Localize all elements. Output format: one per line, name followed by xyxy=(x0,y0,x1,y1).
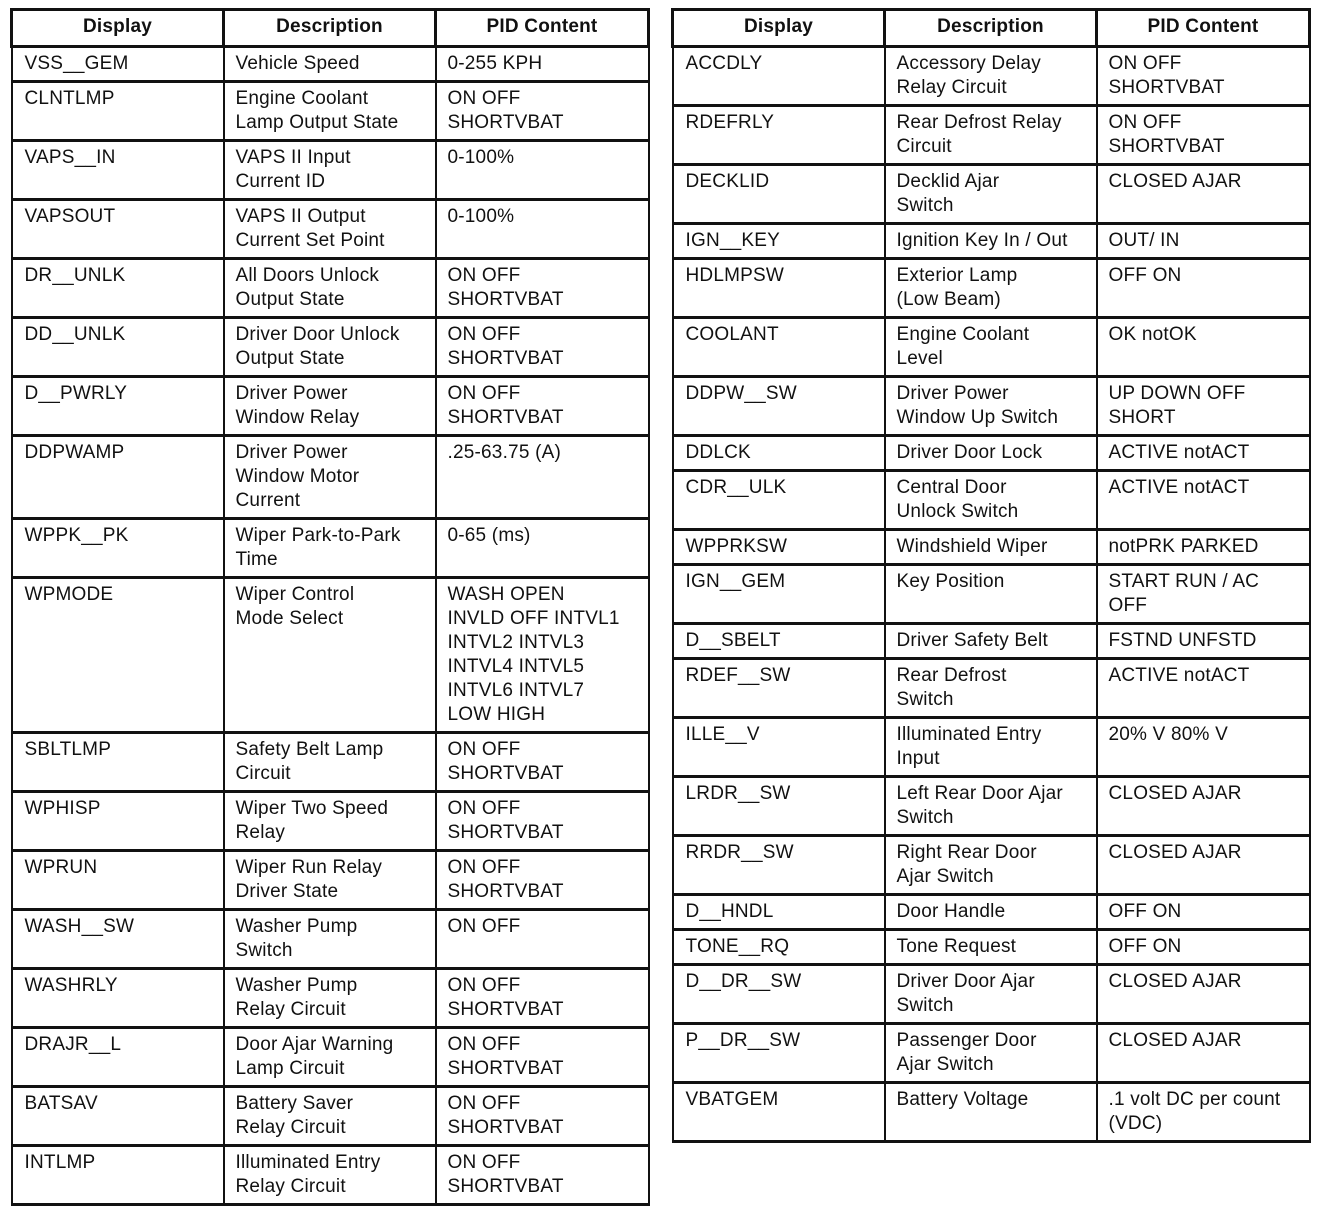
table-row xyxy=(12,969,649,1028)
cell-description: Wiper Control Mode Select xyxy=(224,578,436,733)
cell-description: Decklid Ajar Switch xyxy=(885,165,1097,224)
cell-pid-content: 0-100% xyxy=(436,200,649,259)
cell-pid-content: ON OFF SHORTVBAT xyxy=(436,82,649,141)
cell-pid-content: CLOSED AJAR xyxy=(1097,965,1310,1024)
cell-display: SBLTLMP xyxy=(12,733,224,792)
cell-description: Engine Coolant Level xyxy=(885,318,1097,377)
table-row xyxy=(673,1083,1310,1142)
cell-pid-content: WASH OPEN INVLD OFF INTVL1 INTVL2 INTVL3 INTVL4 INTVL5 INTVL6 INTVL7 LOW HIGH xyxy=(436,578,649,733)
cell-display: VSS__GEM xyxy=(12,47,224,82)
cell-pid-content: UP DOWN OFF SHORT xyxy=(1097,377,1310,436)
table-row xyxy=(673,965,1310,1024)
cell-description: All Doors Unlock Output State xyxy=(224,259,436,318)
cell-display: DR__UNLK xyxy=(12,259,224,318)
cell-description: Passenger Door Ajar Switch xyxy=(885,1024,1097,1083)
cell-display: VAPS__IN xyxy=(12,141,224,200)
cell-display: VBATGEM xyxy=(673,1083,885,1142)
cell-description: Illuminated Entry Input xyxy=(885,718,1097,777)
cell-pid-content: ON OFF SHORTVBAT xyxy=(436,851,649,910)
table-row xyxy=(12,851,649,910)
cell-display: ACCDLY xyxy=(673,47,885,106)
cell-description: Driver Power Window Motor Current xyxy=(224,436,436,519)
cell-display: DD__UNLK xyxy=(12,318,224,377)
cell-pid-content: FSTND UNFSTD xyxy=(1097,624,1310,659)
cell-pid-content: 20% V 80% V xyxy=(1097,718,1310,777)
cell-pid-content: OUT/ IN xyxy=(1097,224,1310,259)
header-pid-content: PID Content xyxy=(436,10,649,47)
cell-description: Driver Door Ajar Switch xyxy=(885,965,1097,1024)
table-row xyxy=(673,259,1310,318)
cell-display: D__PWRLY xyxy=(12,377,224,436)
cell-display: RDEF__SW xyxy=(673,659,885,718)
table-row xyxy=(12,200,649,259)
table-row xyxy=(673,895,1310,930)
cell-display: WASHRLY xyxy=(12,969,224,1028)
cell-pid-content: ACTIVE notACT xyxy=(1097,659,1310,718)
table-header-row xyxy=(673,10,1310,47)
table-row xyxy=(673,1024,1310,1083)
cell-display: D__SBELT xyxy=(673,624,885,659)
cell-description: Engine Coolant Lamp Output State xyxy=(224,82,436,141)
cell-pid-content: ON OFF SHORTVBAT xyxy=(436,318,649,377)
header-description: Description xyxy=(224,10,436,47)
cell-display: LRDR__SW xyxy=(673,777,885,836)
table-row xyxy=(673,165,1310,224)
table-row xyxy=(12,578,649,733)
cell-display: WPHISP xyxy=(12,792,224,851)
cell-pid-content: OFF ON xyxy=(1097,895,1310,930)
header-display: Display xyxy=(673,10,885,47)
table-row xyxy=(673,565,1310,624)
cell-pid-content: ON OFF SHORTVBAT xyxy=(436,377,649,436)
table-row xyxy=(12,1087,649,1146)
cell-display: TONE__RQ xyxy=(673,930,885,965)
cell-pid-content: CLOSED AJAR xyxy=(1097,777,1310,836)
table-row xyxy=(673,377,1310,436)
cell-description: Driver Door Lock xyxy=(885,436,1097,471)
table-row xyxy=(673,471,1310,530)
table-row xyxy=(673,224,1310,259)
table-row xyxy=(12,792,649,851)
cell-display: D__HNDL xyxy=(673,895,885,930)
table-row xyxy=(12,141,649,200)
cell-pid-content: notPRK PARKED xyxy=(1097,530,1310,565)
cell-pid-content: .1 volt DC per count (VDC) xyxy=(1097,1083,1310,1142)
table-row xyxy=(673,659,1310,718)
cell-description: Key Position xyxy=(885,565,1097,624)
cell-description: Battery Voltage xyxy=(885,1083,1097,1142)
cell-description: Ignition Key In / Out xyxy=(885,224,1097,259)
cell-description: Exterior Lamp (Low Beam) xyxy=(885,259,1097,318)
cell-pid-content: OFF ON xyxy=(1097,930,1310,965)
table-row xyxy=(673,777,1310,836)
cell-display: WPPRKSW xyxy=(673,530,885,565)
table-row xyxy=(12,259,649,318)
cell-display: DDPWAMP xyxy=(12,436,224,519)
cell-description: Door Handle xyxy=(885,895,1097,930)
header-description: Description xyxy=(885,10,1097,47)
cell-display: P__DR__SW xyxy=(673,1024,885,1083)
table-row xyxy=(673,930,1310,965)
cell-pid-content: CLOSED AJAR xyxy=(1097,1024,1310,1083)
cell-display: IGN__GEM xyxy=(673,565,885,624)
cell-display: IGN__KEY xyxy=(673,224,885,259)
cell-pid-content: ON OFF SHORTVBAT xyxy=(1097,106,1310,165)
cell-pid-content: 0-255 KPH xyxy=(436,47,649,82)
cell-description: Wiper Run Relay Driver State xyxy=(224,851,436,910)
cell-description: Central Door Unlock Switch xyxy=(885,471,1097,530)
table-row xyxy=(12,733,649,792)
cell-display: WASH__SW xyxy=(12,910,224,969)
cell-display: VAPSOUT xyxy=(12,200,224,259)
header-pid-content: PID Content xyxy=(1097,10,1310,47)
cell-description: Vehicle Speed xyxy=(224,47,436,82)
cell-display: BATSAV xyxy=(12,1087,224,1146)
cell-description: Safety Belt Lamp Circuit xyxy=(224,733,436,792)
cell-display: DDLCK xyxy=(673,436,885,471)
cell-description: Wiper Park-to-Park Time xyxy=(224,519,436,578)
cell-description: Washer Pump Switch xyxy=(224,910,436,969)
cell-description: Wiper Two Speed Relay xyxy=(224,792,436,851)
cell-pid-content: OFF ON xyxy=(1097,259,1310,318)
cell-pid-content: CLOSED AJAR xyxy=(1097,165,1310,224)
cell-pid-content: ON OFF xyxy=(436,910,649,969)
table-row xyxy=(673,436,1310,471)
cell-description: Battery Saver Relay Circuit xyxy=(224,1087,436,1146)
cell-description: Rear Defrost Switch xyxy=(885,659,1097,718)
table-row xyxy=(12,47,649,82)
cell-description: Windshield Wiper xyxy=(885,530,1097,565)
table-row xyxy=(673,836,1310,895)
pid-table-left xyxy=(10,8,650,1206)
table-row xyxy=(673,106,1310,165)
pid-table-right xyxy=(671,8,1311,1143)
table-row xyxy=(12,1146,649,1205)
cell-pid-content: ON OFF SHORTVBAT xyxy=(436,969,649,1028)
cell-pid-content: .25-63.75 (A) xyxy=(436,436,649,519)
table-row xyxy=(12,82,649,141)
cell-description: Rear Defrost Relay Circuit xyxy=(885,106,1097,165)
cell-description: Driver Power Window Up Switch xyxy=(885,377,1097,436)
cell-display: DRAJR__L xyxy=(12,1028,224,1087)
cell-description: Tone Request xyxy=(885,930,1097,965)
table-row xyxy=(673,47,1310,106)
cell-display: WPRUN xyxy=(12,851,224,910)
table-row xyxy=(673,530,1310,565)
table-row xyxy=(12,519,649,578)
cell-display: ILLE__V xyxy=(673,718,885,777)
table-row xyxy=(673,624,1310,659)
table-row xyxy=(12,377,649,436)
cell-pid-content: 0-100% xyxy=(436,141,649,200)
cell-display: HDLMPSW xyxy=(673,259,885,318)
cell-display: CDR__ULK xyxy=(673,471,885,530)
cell-description: Driver Safety Belt xyxy=(885,624,1097,659)
cell-pid-content: ACTIVE notACT xyxy=(1097,471,1310,530)
table-row xyxy=(12,1028,649,1087)
cell-pid-content: ACTIVE notACT xyxy=(1097,436,1310,471)
cell-display: DECKLID xyxy=(673,165,885,224)
cell-display: D__DR__SW xyxy=(673,965,885,1024)
cell-description: VAPS II Input Current ID xyxy=(224,141,436,200)
cell-pid-content: ON OFF SHORTVBAT xyxy=(1097,47,1310,106)
cell-description: Left Rear Door Ajar Switch xyxy=(885,777,1097,836)
cell-pid-content: CLOSED AJAR xyxy=(1097,836,1310,895)
cell-display: RRDR__SW xyxy=(673,836,885,895)
cell-display: COOLANT xyxy=(673,318,885,377)
cell-description: Accessory Delay Relay Circuit xyxy=(885,47,1097,106)
header-display: Display xyxy=(12,10,224,47)
cell-pid-content: 0-65 (ms) xyxy=(436,519,649,578)
cell-pid-content: ON OFF SHORTVBAT xyxy=(436,259,649,318)
cell-display: DDPW__SW xyxy=(673,377,885,436)
cell-display: WPPK__PK xyxy=(12,519,224,578)
cell-description: Illuminated Entry Relay Circuit xyxy=(224,1146,436,1205)
table-row xyxy=(673,318,1310,377)
cell-description: Driver Door Unlock Output State xyxy=(224,318,436,377)
cell-display: RDEFRLY xyxy=(673,106,885,165)
cell-pid-content: START RUN / AC OFF xyxy=(1097,565,1310,624)
cell-pid-content: ON OFF SHORTVBAT xyxy=(436,1028,649,1087)
cell-description: Driver Power Window Relay xyxy=(224,377,436,436)
table-body-right xyxy=(673,47,1310,1142)
table-row xyxy=(12,436,649,519)
table-row xyxy=(12,910,649,969)
table-body-left xyxy=(12,47,649,1205)
cell-display: INTLMP xyxy=(12,1146,224,1205)
table-row xyxy=(673,718,1310,777)
table-row xyxy=(12,318,649,377)
cell-description: Door Ajar Warning Lamp Circuit xyxy=(224,1028,436,1087)
cell-pid-content: ON OFF SHORTVBAT xyxy=(436,792,649,851)
cell-display: WPMODE xyxy=(12,578,224,733)
cell-pid-content: ON OFF SHORTVBAT xyxy=(436,1087,649,1146)
table-header-row xyxy=(12,10,649,47)
cell-pid-content: ON OFF SHORTVBAT xyxy=(436,1146,649,1205)
cell-pid-content: ON OFF SHORTVBAT xyxy=(436,733,649,792)
cell-pid-content: OK notOK xyxy=(1097,318,1310,377)
cell-description: Washer Pump Relay Circuit xyxy=(224,969,436,1028)
cell-description: VAPS II Output Current Set Point xyxy=(224,200,436,259)
cell-description: Right Rear Door Ajar Switch xyxy=(885,836,1097,895)
cell-display: CLNTLMP xyxy=(12,82,224,141)
